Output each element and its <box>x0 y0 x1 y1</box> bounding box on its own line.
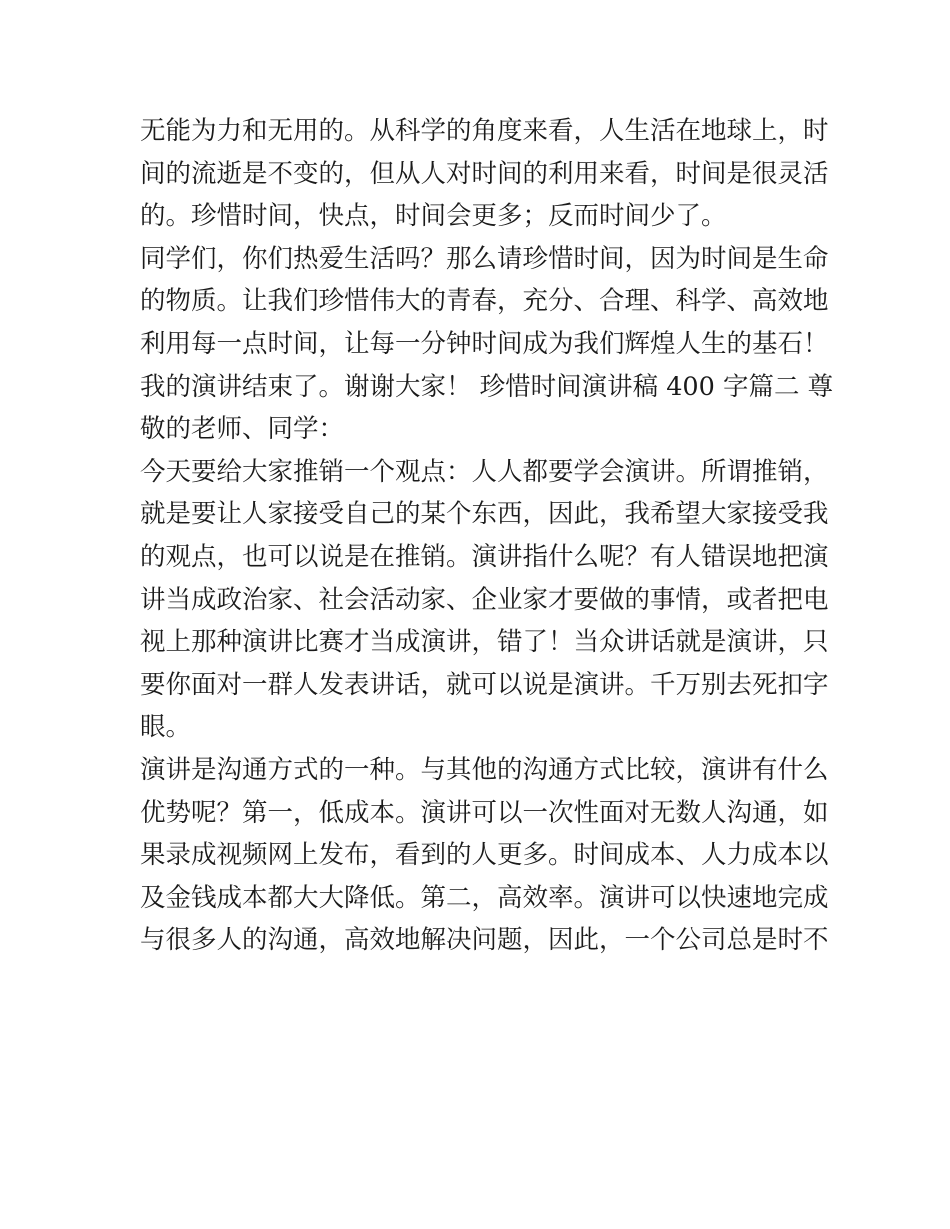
text-line: 果录成视频网上发布，看到的人更多。时间成本、人力成本以 <box>140 840 829 871</box>
text-line: 的物质。让我们珍惜伟大的青春，充分、合理、科学、高效地 <box>140 286 829 317</box>
body-text <box>140 110 834 962</box>
text-line: 及金钱成本都大大降低。第二，高效率。演讲可以快速地完成 <box>140 882 829 913</box>
text-line: 今天要给大家推销一个观点：人人都要学会演讲。所谓推销， <box>140 456 829 487</box>
text-line: 敬的老师、同学： <box>140 414 345 445</box>
text-line: 利用每一点时间，让每一分钟时间成为我们辉煌人生的基石！ <box>140 328 829 359</box>
text-line: 演讲是沟通方式的一种。与其他的沟通方式比较，演讲有什么 <box>140 754 829 785</box>
text-line: 视上那种演讲比赛才当成演讲，错了！当众讲话就是演讲，只 <box>140 627 829 658</box>
text-line: 优势呢？第一，低成本。演讲可以一次性面对无数人沟通，如 <box>140 797 829 828</box>
text-line: 间的流逝是不变的，但从人对时间的利用来看，时间是很灵活 <box>140 158 829 189</box>
text-line: 要你面对一群人发表讲话，就可以说是演讲。千万别去死扣字 <box>140 669 829 700</box>
text-line: 的观点，也可以说是在推销。演讲指什么呢？有人错误地把演 <box>140 541 829 572</box>
text-line: 就是要让人家接受自己的某个东西，因此，我希望大家接受我 <box>140 499 829 530</box>
text-line: 的。珍惜时间，快点，时间会更多；反而时间少了。 <box>140 201 727 232</box>
text-line: 同学们，你们热爱生活吗？那么请珍惜时间，因为时间是生命 <box>140 243 829 274</box>
text-line: 我的演讲结束了。谢谢大家！ 珍惜时间演讲稿 400 字篇二 尊 <box>140 371 834 402</box>
text-line: 无能为力和无用的。从科学的角度来看，人生活在地球上，时 <box>140 116 829 146</box>
text-line: 讲当成政治家、社会活动家、企业家才要做的事情，或者把电 <box>140 584 829 615</box>
text-line: 与很多人的沟通，高效地解决问题，因此，一个公司总是时不 <box>140 925 829 956</box>
text-line: 眼。 <box>140 712 192 743</box>
